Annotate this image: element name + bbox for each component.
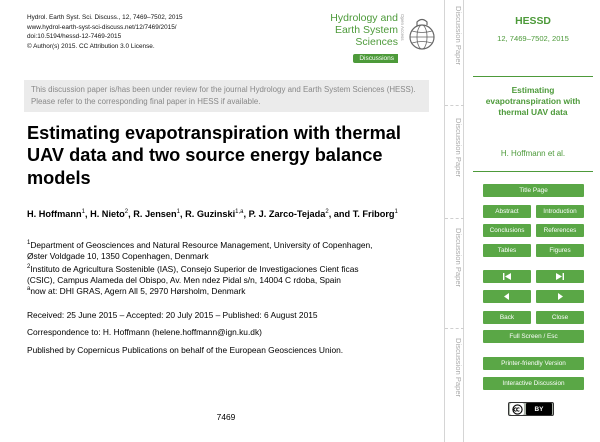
- printer-friendly-button[interactable]: Printer-friendly Version: [483, 357, 584, 370]
- affiliation-line: $^a$now at: DHI GRAS, Agern All 5, 2970 Hørsholm, Denmark: [27, 286, 246, 296]
- author-name: P. J. Zarco-Tejada: [248, 209, 326, 219]
- panel-header: [473, 14, 593, 46]
- strip-label: Discussion Paper: [454, 6, 463, 66]
- cc-by-label: BY: [526, 403, 552, 415]
- affiliations: [27, 240, 437, 297]
- introduction-button[interactable]: Introduction: [536, 205, 584, 218]
- author-sup: 1,a: [235, 209, 244, 215]
- divider: [473, 171, 593, 172]
- author-sup: 1: [394, 209, 398, 215]
- author-sup: 1: [176, 209, 180, 215]
- correspondence: Correspondence to: H. Hoffmann (helene.hoffmann@ign.ku.dk): [27, 327, 262, 337]
- arrow-left-icon: [503, 293, 511, 300]
- cc-license-badge[interactable]: [508, 402, 554, 416]
- last-page-button[interactable]: [536, 270, 584, 283]
- journal-logo: [320, 12, 438, 68]
- received-dates: Received: 25 June 2015 – Accepted: 20 July 2015 – Published: 6 August 2015: [27, 310, 318, 320]
- full-screen-button[interactable]: Full Screen / Esc: [483, 330, 584, 343]
- page-number: 7469: [216, 412, 236, 422]
- author-sup: 2: [124, 209, 129, 215]
- prev-page-button[interactable]: [483, 290, 531, 303]
- short-author: H. Hoffmann et al.: [500, 149, 566, 158]
- skip-back-icon: [502, 273, 512, 280]
- citation-line: www.hydrol-earth-syst-sci-discuss.net/12/7469/2015/: [27, 23, 177, 31]
- open-access-label: Open Access: [400, 14, 405, 41]
- author-name: H. Hoffmann: [27, 209, 82, 219]
- first-page-button[interactable]: [483, 270, 531, 283]
- title-page-button[interactable]: Title Page: [483, 184, 584, 197]
- references-button[interactable]: References: [536, 224, 584, 237]
- citation-line: Hydrol. Earth Syst. Sci. Discuss., 12, 7469–7502, 2015: [27, 14, 183, 21]
- author-name: H. Nieto: [90, 209, 125, 219]
- strip-label: Discussion Paper: [454, 228, 463, 288]
- citation-line: © Author(s) 2015. CC Attribution 3.0 License.: [27, 42, 155, 50]
- citation-line: doi:10.5194/hessd-12-7469-2015: [27, 33, 122, 41]
- journal-discussions-label: Discussions: [353, 54, 398, 63]
- tables-button[interactable]: Tables: [483, 244, 531, 257]
- citation-block: [27, 13, 183, 51]
- cc-icon: [510, 403, 524, 415]
- paper-title: Estimating evapotranspiration with thermal UAV data and two source energy balance models: [27, 123, 401, 188]
- abstract-button[interactable]: Abstract: [483, 205, 531, 218]
- journal-name: Hydrology and Earth System Sciences: [330, 12, 398, 49]
- author-name: R. Guzinski: [185, 209, 236, 219]
- close-button[interactable]: Close: [536, 311, 584, 324]
- strip-label: Discussion Paper: [454, 118, 463, 178]
- affiliation-line: Øster Voldgade 10, 1350 Copenhagen, Denmark: [27, 251, 209, 261]
- strip-label: Discussion Paper: [454, 338, 463, 398]
- review-notice: This discussion paper is/has been under review for the journal Hydrology and Earth System Sciences (HESS). Please refer to the corresponding final paper in HESS if available.: [24, 80, 429, 112]
- divider: [473, 76, 593, 77]
- open-access-lock-icon: [408, 18, 436, 52]
- author-sup: 1: [81, 209, 85, 215]
- next-page-button[interactable]: [536, 290, 584, 303]
- figures-button[interactable]: Figures: [536, 244, 584, 257]
- interactive-discussion-button[interactable]: Interactive Discussion: [483, 377, 584, 390]
- journal-acronym: HESSD: [515, 16, 551, 27]
- back-button[interactable]: Back: [483, 311, 531, 324]
- volume-pages: 12, 7469–7502, 2015: [497, 34, 569, 43]
- author-name: R. Jensen: [133, 209, 177, 219]
- publisher-note: Published by Copernicus Publications on behalf of the European Geosciences Union.: [27, 345, 344, 355]
- short-title: Estimating evapotranspiration with thermal UAV data: [485, 85, 581, 117]
- affiliation-line: $^2$Instituto de Agricultura Sostenible (IAS), Consejo Superior de Investigaciones Cient ficas: [27, 264, 359, 274]
- conclusions-button[interactable]: Conclusions: [483, 224, 531, 237]
- skip-forward-icon: [555, 273, 565, 280]
- affiliation-line: (CSIC), Campus Alameda del Obispo, Av. Men ndez Pidal s/n, 14004 C rdoba, Spain: [27, 275, 341, 285]
- affiliation-line: $^1$Department of Geosciences and Natural Resource Management, University of Copenhagen,: [27, 240, 373, 250]
- author-list: H. Hoffmann$^1$, H. Nieto$^2$, R. Jensen$^1$, R. Guzinski$^{1,a}$, P. J. Zarco-Tejada$^2$, and T. Friborg$^1$: [27, 209, 398, 219]
- author-name: T. Friborg: [352, 209, 395, 219]
- arrow-right-icon: [556, 293, 564, 300]
- discussion-paper-strip: [444, 0, 464, 442]
- navigation-panel: [465, 0, 600, 442]
- author-sup: 2: [325, 209, 329, 215]
